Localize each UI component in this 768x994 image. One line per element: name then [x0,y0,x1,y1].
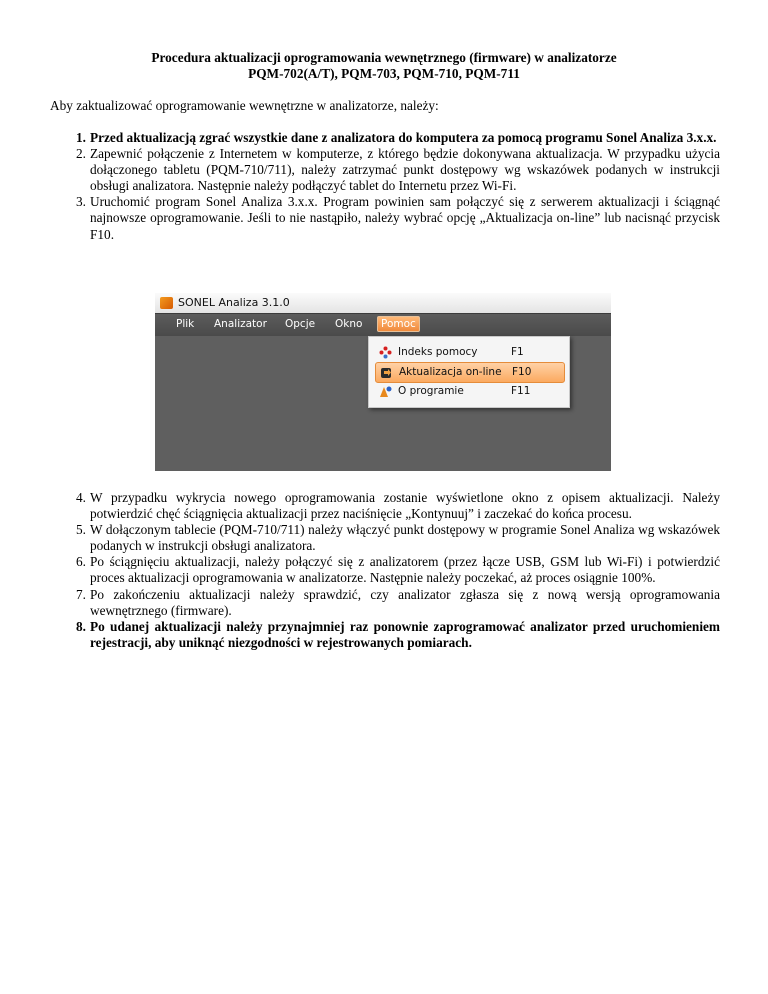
step-text: W przypadku wykrycia nowego oprogramowania zostanie wyświetlone okno z opisem aktualizacji. Należy potwierdzić chęć ściągnięcia aktualizacji przez naciśnięcie „Kontynuuj” i zaczekać do końca procesu. [90,490,720,522]
update-online-icon [380,366,393,379]
menu-item-about[interactable] [369,382,569,401]
step-number: 8. [76,618,86,634]
step-item [50,554,720,586]
title-line-2: PQM-702(A/T), PQM-703, PQM-710, PQM-711 [248,66,520,81]
intro-text: Aby zaktualizować oprogramowanie wewnętrzne w analizatorze, należy: [50,98,439,113]
menu-item-help-index[interactable] [369,343,569,362]
steps-list-part-1 [50,130,720,243]
menu-item-shortcut: F11 [511,385,531,397]
menu-pomoc[interactable]: Pomoc [377,316,420,332]
step-number: 6. [76,554,86,570]
help-index-icon [379,346,392,359]
menu-item-shortcut: F1 [511,346,524,358]
menu-item-label: O programie [398,385,464,397]
step-item [50,146,720,194]
sonel-app-icon [160,297,173,309]
step-item [50,130,720,146]
step-item [50,490,720,522]
menu-item-label: Indeks pomocy [398,346,478,358]
about-icon [379,385,392,398]
menu-item-shortcut: F10 [512,366,532,378]
menu-okno[interactable]: Okno [335,318,363,330]
window-titlebar [155,293,611,313]
menu-plik[interactable]: Plik [176,318,195,330]
title-line-1: Procedura aktualizacji oprogramowania wewnętrznego (firmware) w analizatorze [151,50,617,65]
step-number: 7. [76,586,86,602]
app-screenshot [155,293,611,471]
step-item [50,194,720,242]
document-title [0,50,768,82]
step-item [50,587,720,619]
step-number: 3. [76,194,86,210]
step-number: 1. [76,130,86,145]
menu-item-update-online[interactable] [375,362,565,383]
step-item [50,619,720,651]
window-title: SONEL Analiza 3.1.0 [178,296,290,309]
menu-analizator[interactable]: Analizator [214,318,267,330]
step-text: Po udanej aktualizacji należy przynajmniej raz ponownie zaprogramować analizator przed uruchomieniem rejestracji, aby uniknąć niezgodności w rejestrowanych pomiarach. [90,618,720,650]
step-text: Po zakończeniu aktualizacji należy sprawdzić, czy analizator zgłasza się z nową wersją oprogramowania wewnętrznego (firmware). [90,586,720,618]
step-text: W dołączonym tablecie (PQM-710/711) należy włączyć punkt dostępowy w programie Sonel Analiza wg wskazówek podanych w instrukcji obsługi analizatora. [90,522,720,554]
step-text: Zapewnić połączenie z Internetem w komputerze, z którego będzie dokonywana aktualizacja. W przypadku użycia dołączonego tabletu (PQM-710/711), należy zatrzymać punkt dostępowy wg wskazówek podanych w instrukcji obsługi analizatora. Następnie należy podłączyć tablet do Internetu przez Wi-Fi. [90,146,720,194]
step-number: 2. [76,146,86,162]
step-text: Uruchomić program Sonel Analiza 3.x.x. Program powinien sam połączyć się z serwerem aktualizacji i ściągnąć najnowsze oprogramowanie. Jeśli to nie nastąpiło, należy wybrać opcję „Aktualizacja on-line” lub nacisnąć przycisk F10. [90,194,720,242]
menu-item-label: Aktualizacja on-line [399,366,502,378]
menu-opcje[interactable]: Opcje [285,318,316,330]
steps-list-part-2 [50,490,720,651]
step-text: Po ściągnięciu aktualizacji, należy połączyć się z analizatorem (przez łącze USB, GSM lub Wi-Fi) i potwierdzić proces aktualizacji oprogramowania w analizatorze. Następnie należy poczekać, aż proces osiągnie 100%. [90,554,720,586]
help-dropdown-menu [368,336,570,408]
step-text: Przed aktualizacją zgrać wszystkie dane z analizatora do komputera za pomocą programu Sonel Analiza 3.x.x. [90,130,717,145]
menu-bar [155,313,611,336]
step-number: 5. [76,522,86,538]
step-item [50,522,720,554]
step-number: 4. [76,490,86,505]
